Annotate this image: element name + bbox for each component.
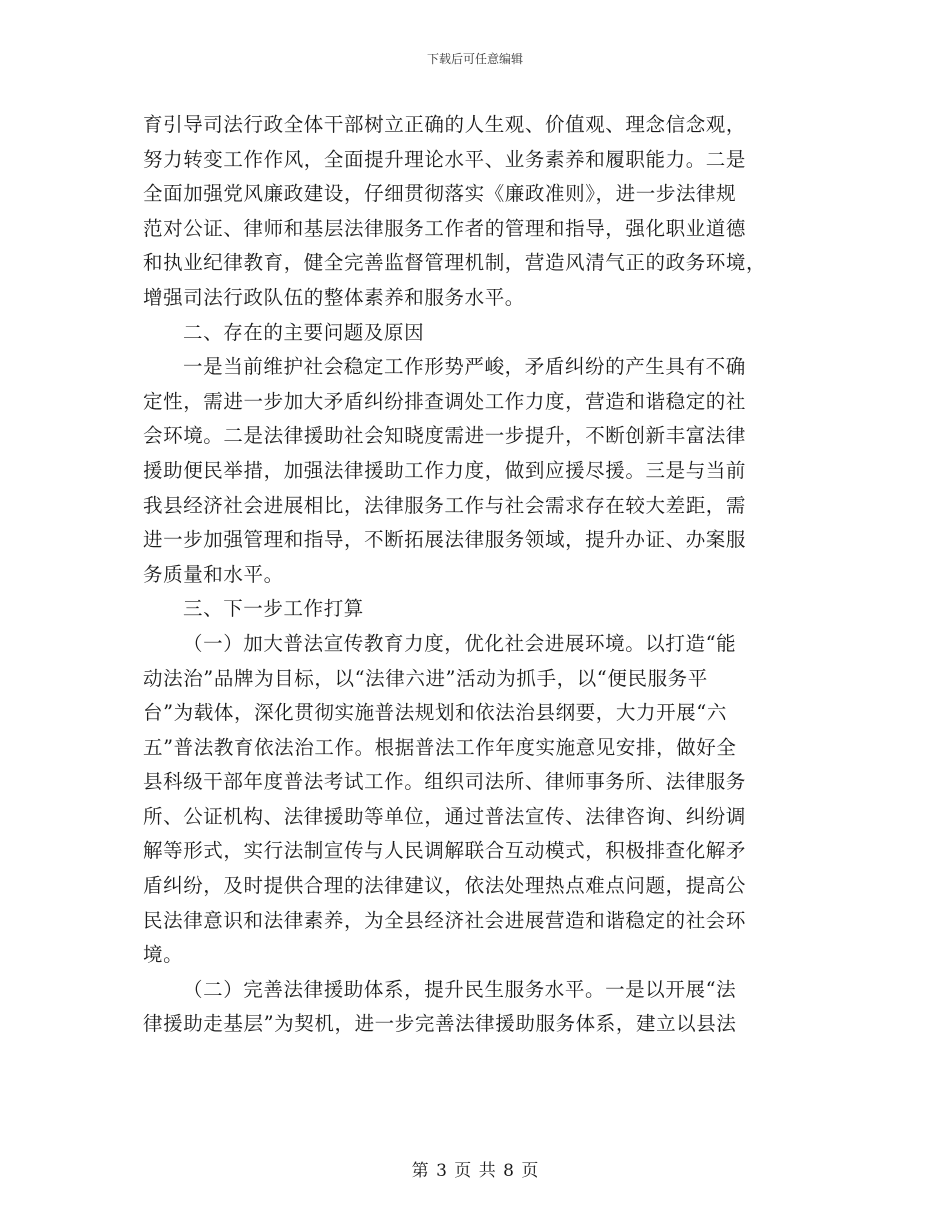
text-line: 县科级干部年度普法考试工作。组织司法所、律师事务所、法律服务	[143, 770, 747, 794]
text-line: 动法治”品牌为目标，以“法律六进”活动为抓手，以“便民服务平	[143, 666, 708, 690]
text-line: 和执业纪律教育，健全完善监督管理机制，营造风清气正的政务环境，	[143, 251, 767, 275]
text-line: 务质量和水平。	[143, 562, 284, 586]
text-line: 盾纠纷，及时提供合理的法律建议，依法处理热点难点问题，提高公	[143, 874, 747, 898]
text-line: 三、下一步工作打算	[183, 597, 364, 621]
text-line: （一）加大普法宣传教育力度，优化社会进展环境。以打造“能	[183, 631, 737, 655]
text-line: 我县经济社会进展相比，法律服务工作与社会需求存在较大差距，需	[143, 493, 747, 517]
text-line: 范对公证、律师和基层法律服务工作者的管理和指导，强化职业道德	[143, 216, 747, 240]
text-line: 会环境。二是法律援助社会知晓度需进一步提升，不断创新丰富法律	[143, 424, 747, 448]
text-line: 解等形式，实行法制宣传与人民调解联合互动模式，积极排查化解矛	[143, 839, 747, 863]
text-line: 育引导司法行政全体干部树立正确的人生观、价值观、理念信念观，	[143, 113, 747, 136]
text-line: 全面加强党风廉政建设，仔细贯彻落实《廉政准则》，进一步法律规	[143, 182, 737, 206]
text-line: 境。	[143, 943, 184, 967]
text-line: 增强司法行政队伍的整体素养和服务水平。	[143, 285, 525, 309]
document-body	[143, 108, 803, 1042]
page-header-note: 下载后可任意编辑	[426, 52, 523, 66]
text-line: 律援助走基层”为契机，进一步完善法律援助服务体系，建立以县法	[143, 1012, 737, 1036]
text-line: 台”为载体，深化贯彻实施普法规划和依法治县纲要，大力开展“六	[143, 701, 727, 725]
text-line: （二）完善法律援助体系，提升民生服务水平。一是以开展“法	[183, 977, 737, 1001]
text-line: 定性，需进一步加大矛盾纠纷排查调处工作力度，营造和谐稳定的社	[143, 389, 747, 413]
text-line: 努力转变工作作风，全面提升理论水平、业务素养和履职能力。二是	[143, 147, 747, 171]
text-line: 二、存在的主要问题及原因	[183, 320, 425, 344]
text-line: 五”普法教育依法治工作。根据普法工作年度实施意见安排，做好全	[143, 735, 737, 759]
text-line: 一是当前维护社会稳定工作形势严峻，矛盾纠纷的产生具有不确	[183, 355, 746, 379]
page-footer: 第 3 页 共 8 页	[411, 1161, 539, 1181]
text-line: 民法律意识和法律素养，为全县经济社会进展营造和谐稳定的社会环	[143, 908, 747, 932]
text-line: 进一步加强管理和指导，不断拓展法律服务领域，提升办证、办案服	[143, 528, 747, 552]
text-line: 所、公证机构、法律援助等单位，通过普法宣传、法律咨询、纠纷调	[143, 804, 747, 828]
text-line: 援助便民举措，加强法律援助工作力度，做到应援尽援。三是与当前	[143, 458, 747, 482]
